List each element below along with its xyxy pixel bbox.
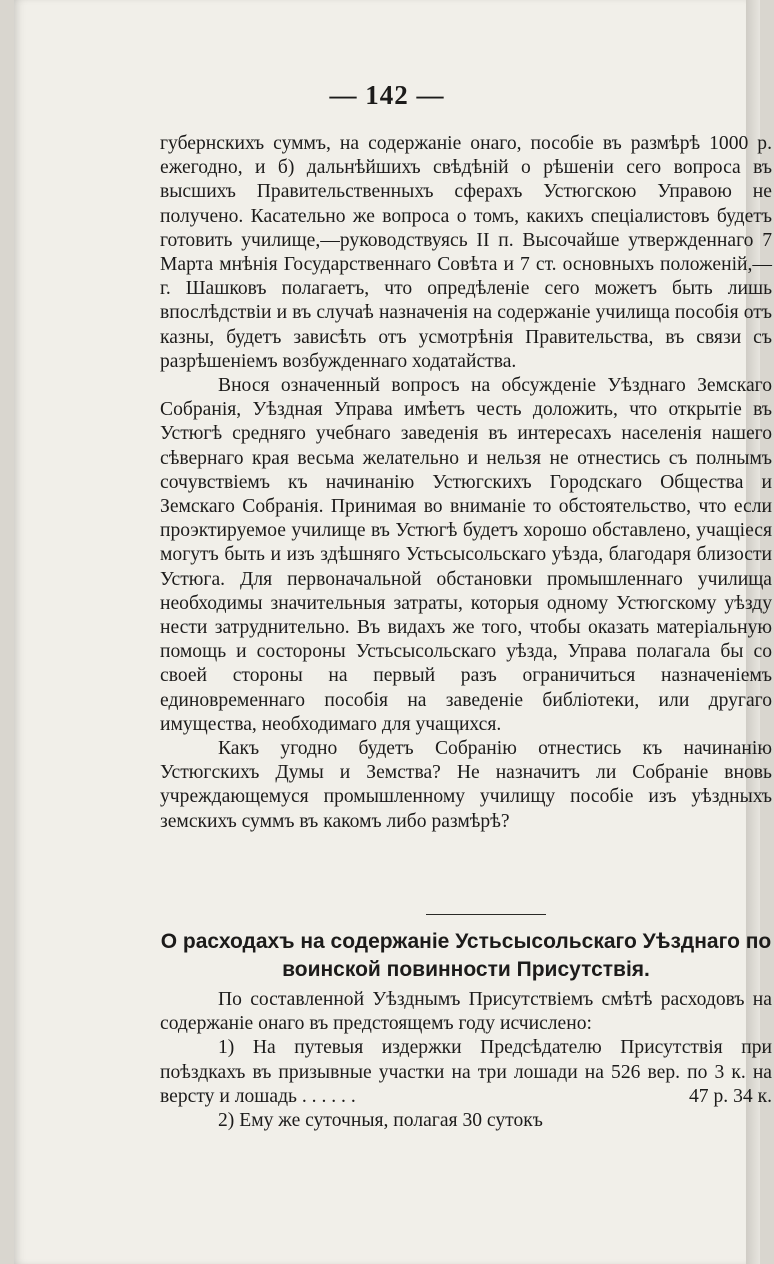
expense-item-1 bbox=[160, 1036, 772, 1109]
paragraph-continued: губернскихъ суммъ, на содержаніе онаго, пособіе въ размѣрѣ 1000 р. ежегодно, и б) дальнѣйшихъ свѣдѣній о рѣшеніи сего вопроса въ высшихъ Правительственныхъ сферахъ Устюгскою Управою не получено. Касательно же вопроса о томъ, какихъ спеціалистовъ будетъ готовить училище,—руководствуясь II п. Высочайше утвержденнаго 7 Марта мнѣнія Государственнаго Совѣта и 7 ст. основныхъ положеній,—г. Шашковъ полагаетъ, что опредѣленіе сего можетъ быть лишь впослѣдствіи и въ случаѣ назначенія на содержаніе училища пособія отъ казны, будетъ зависѣть отъ усмотрѣнія Правительства, въ связи съ разрѣшеніемъ возбужденнаго ходатайства. bbox=[160, 133, 772, 372]
expense-item-1-amount: 47 р. 34 к. bbox=[689, 1085, 772, 1107]
paragraph-question: Какъ угодно будетъ Собранію отнестись къ начинанію Устюгскихъ Думы и Земства? Не назначитъ ли Собраніе вновь учреждающемуся промышленному училищу пособіе изъ уѣздныхъ земскихъ суммъ въ какомъ либо размѣрѣ? bbox=[160, 738, 772, 832]
expense-item-2: 2) Ему же суточныя, полагая 30 сутокъ bbox=[218, 1110, 543, 1132]
section-heading: О расходахъ на содержаніе Устьсысольскаго Уѣзднаго по воинской повинности Присутствія. bbox=[160, 930, 772, 981]
expense-item-1-text: 1) На путевыя издержки Предсѣдателю Присутствія при поѣздкахъ въ призывные участки на три лошади на 526 вер. по 3 к. на версту и лошадь . . . . . . bbox=[160, 1037, 772, 1107]
page-number: — 142 — bbox=[329, 80, 445, 110]
section-intro: По составленной Уѣзднымъ Присутствіемъ смѣтѣ расходовъ на содержаніе онаго въ предстоящемъ году исчислено: bbox=[160, 989, 772, 1035]
section-divider bbox=[426, 914, 546, 915]
body-text-lower bbox=[160, 988, 772, 1133]
paragraph-proposal: Внося означенный вопросъ на обсужденіе Уѣзднаго Земскаго Собранія, Уѣздная Управа имѣетъ честь доложить, что открытіе въ Устюгѣ средняго учебнаго заведенія въ интересахъ населенія нашего сѣвернаго края весьма желательно и нельзя не отнестись съ полнымъ сочувствіемъ къ начинанію Устюгскихъ Городскаго Общества и Земскаго Собранія. Принимая во вниманіе то обстоятельство, что если проэктируемое училище въ Устюгѣ будетъ хорошо обставлено, учащіеся могутъ быть и изъ здѣшняго Устьсысольскаго уѣзда, благодаря близости Устюга. Для первоначальной обстановки промышленнаго училища необходимы значительныя затраты, которыя одному Устюгскому уѣзду нести затруднительно. Въ видахъ же того, чтобы оказать матеріальную помощь и состороны Устьсысольскаго уѣзда, Управа полагала бы со своей стороны на первый разъ ограничиться назначеніемъ единовременнаго пособія на заведеніе библіотеки, или другаго имущества, необходимаго для учащихся. bbox=[160, 375, 772, 735]
body-text-upper bbox=[160, 132, 772, 834]
document-page bbox=[14, 0, 772, 1264]
